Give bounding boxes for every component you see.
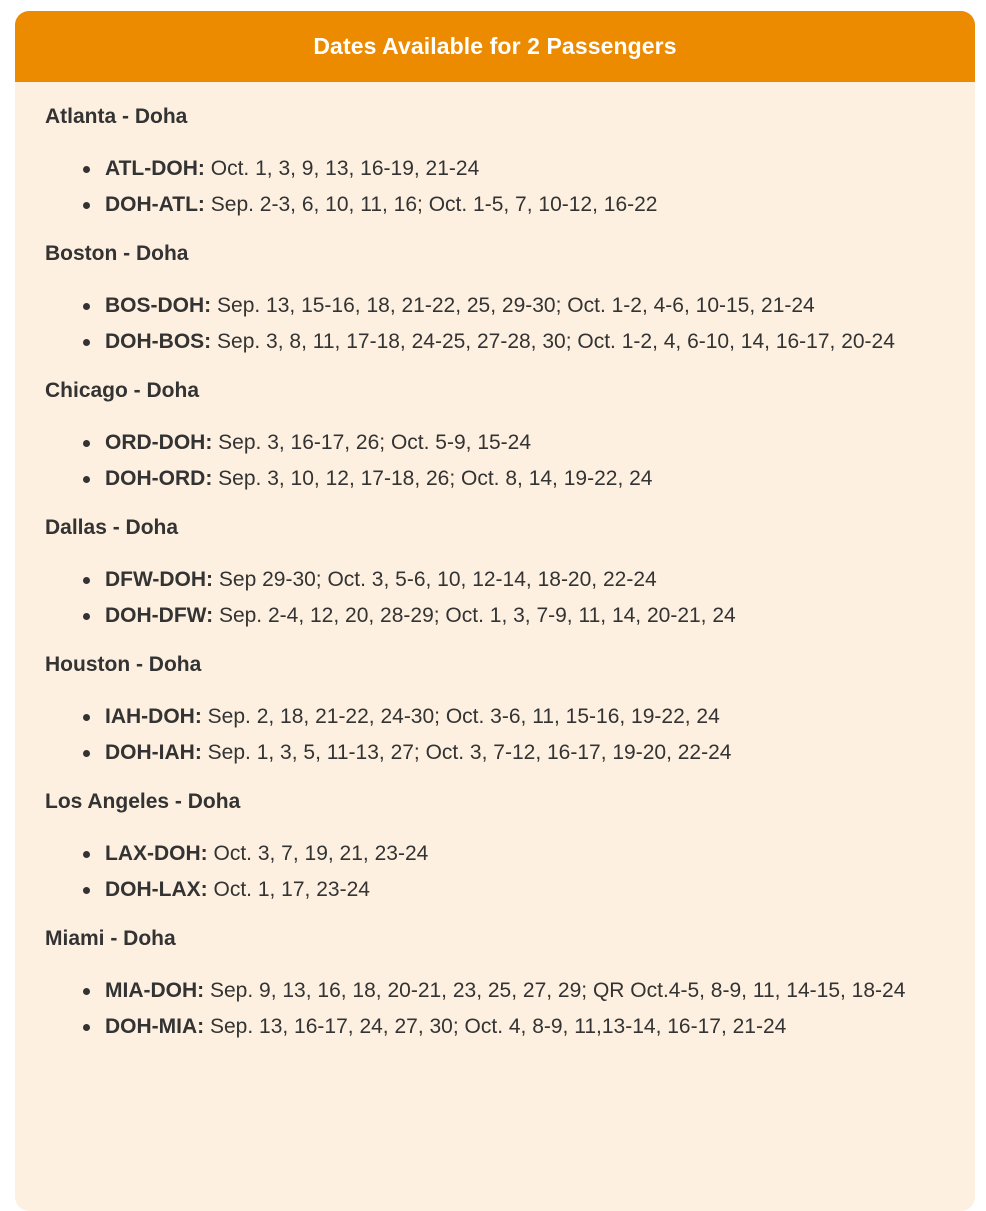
section-houston-doha	[45, 650, 945, 771]
route-code: MIA-DOH:	[105, 979, 205, 1002]
route-dates: Sep. 3, 8, 11, 17-18, 24-25, 27-28, 30; Oct. 1-2, 4, 6-10, 14, 16-17, 20-24	[217, 330, 895, 353]
bullet-icon	[83, 166, 90, 173]
section-heading: Atlanta - Doha	[45, 105, 188, 128]
route-list	[45, 288, 945, 360]
section-heading: Chicago - Doha	[45, 379, 200, 402]
panel-title: Dates Available for 2 Passengers	[313, 33, 677, 59]
bullet-icon	[83, 714, 90, 721]
panel-body	[15, 82, 975, 1045]
section-heading: Boston - Doha	[45, 242, 189, 265]
route-dates: Sep. 2-3, 6, 10, 11, 16; Oct. 1-5, 7, 10-12, 16-22	[210, 193, 658, 216]
route-dates: Sep. 3, 16-17, 26; Oct. 5-9, 15-24	[218, 431, 532, 454]
route-item-iah-doh	[105, 699, 945, 735]
section-heading: Los Angeles - Doha	[45, 790, 241, 813]
section-dallas-doha	[45, 513, 945, 634]
section-los-angeles-doha	[45, 787, 945, 908]
route-item-doh-atl	[105, 187, 945, 223]
route-code: IAH-DOH:	[105, 705, 202, 728]
route-item-doh-lax	[105, 872, 945, 908]
bullet-icon	[83, 303, 90, 310]
route-item-doh-dfw	[105, 598, 945, 634]
route-dates: Sep. 3, 10, 12, 17-18, 26; Oct. 8, 14, 19-22, 24	[218, 467, 653, 490]
route-dates: Sep. 1, 3, 5, 11-13, 27; Oct. 3, 7-12, 16-17, 19-20, 22-24	[207, 741, 732, 764]
section-heading: Dallas - Doha	[45, 516, 179, 539]
route-list	[45, 699, 945, 771]
route-code: DOH-ORD:	[105, 467, 213, 490]
route-code: BOS-DOH:	[105, 294, 212, 317]
route-dates: Oct. 1, 17, 23-24	[213, 878, 370, 901]
route-list	[45, 562, 945, 634]
route-dates: Sep. 9, 13, 16, 18, 20-21, 23, 25, 27, 29; QR Oct.4-5, 8-9, 11, 14-15, 18-24	[210, 979, 906, 1002]
route-item-mia-doh	[105, 973, 945, 1009]
bullet-icon	[83, 988, 90, 995]
bullet-icon	[83, 202, 90, 209]
section-chicago-doha	[45, 376, 945, 497]
route-list	[45, 973, 945, 1045]
section-atlanta-doha	[45, 102, 945, 223]
route-item-dfw-doh	[105, 562, 945, 598]
route-dates: Sep. 2-4, 12, 20, 28-29; Oct. 1, 3, 7-9, 11, 14, 20-21, 24	[218, 604, 736, 627]
section-heading: Houston - Doha	[45, 653, 202, 676]
route-code: DOH-BOS:	[105, 330, 212, 353]
route-code: DOH-ATL:	[105, 193, 205, 216]
route-code: DOH-LAX:	[105, 878, 208, 901]
route-code: DOH-MIA:	[105, 1015, 205, 1038]
route-list	[45, 425, 945, 497]
route-item-lax-doh	[105, 836, 945, 872]
route-code: DOH-DFW:	[105, 604, 214, 627]
bullet-icon	[83, 577, 90, 584]
route-item-bos-doh	[105, 288, 945, 324]
bullet-icon	[83, 339, 90, 346]
bullet-icon	[83, 440, 90, 447]
availability-panel	[15, 11, 975, 1211]
bullet-icon	[83, 613, 90, 620]
route-dates: Oct. 1, 3, 9, 13, 16-19, 21-24	[210, 157, 480, 180]
bullet-icon	[83, 887, 90, 894]
route-code: ORD-DOH:	[105, 431, 213, 454]
route-item-doh-ord	[105, 461, 945, 497]
route-code: ATL-DOH:	[105, 157, 205, 180]
route-dates: Sep. 13, 16-17, 24, 27, 30; Oct. 4, 8-9, 11,13-14, 16-17, 21-24	[210, 1015, 787, 1038]
section-boston-doha	[45, 239, 945, 360]
route-dates: Sep 29-30; Oct. 3, 5-6, 10, 12-14, 18-20, 22-24	[218, 568, 657, 591]
route-item-ord-doh	[105, 425, 945, 461]
route-item-doh-mia	[105, 1009, 945, 1045]
route-dates: Sep. 13, 15-16, 18, 21-22, 25, 29-30; Oct. 1-2, 4-6, 10-15, 21-24	[217, 294, 815, 317]
route-code: DOH-IAH:	[105, 741, 202, 764]
route-dates: Oct. 3, 7, 19, 21, 23-24	[213, 842, 429, 865]
section-miami-doha	[45, 924, 945, 1045]
panel-header	[15, 11, 975, 82]
route-list	[45, 151, 945, 223]
bullet-icon	[83, 851, 90, 858]
bullet-icon	[83, 476, 90, 483]
route-code: DFW-DOH:	[105, 568, 214, 591]
route-item-doh-bos	[105, 324, 945, 360]
bullet-icon	[83, 750, 90, 757]
route-code: LAX-DOH:	[105, 842, 208, 865]
route-dates: Sep. 2, 18, 21-22, 24-30; Oct. 3-6, 11, 15-16, 19-22, 24	[207, 705, 720, 728]
section-heading: Miami - Doha	[45, 927, 176, 950]
route-item-doh-iah	[105, 735, 945, 771]
route-list	[45, 836, 945, 908]
bullet-icon	[83, 1024, 90, 1031]
route-item-atl-doh	[105, 151, 945, 187]
